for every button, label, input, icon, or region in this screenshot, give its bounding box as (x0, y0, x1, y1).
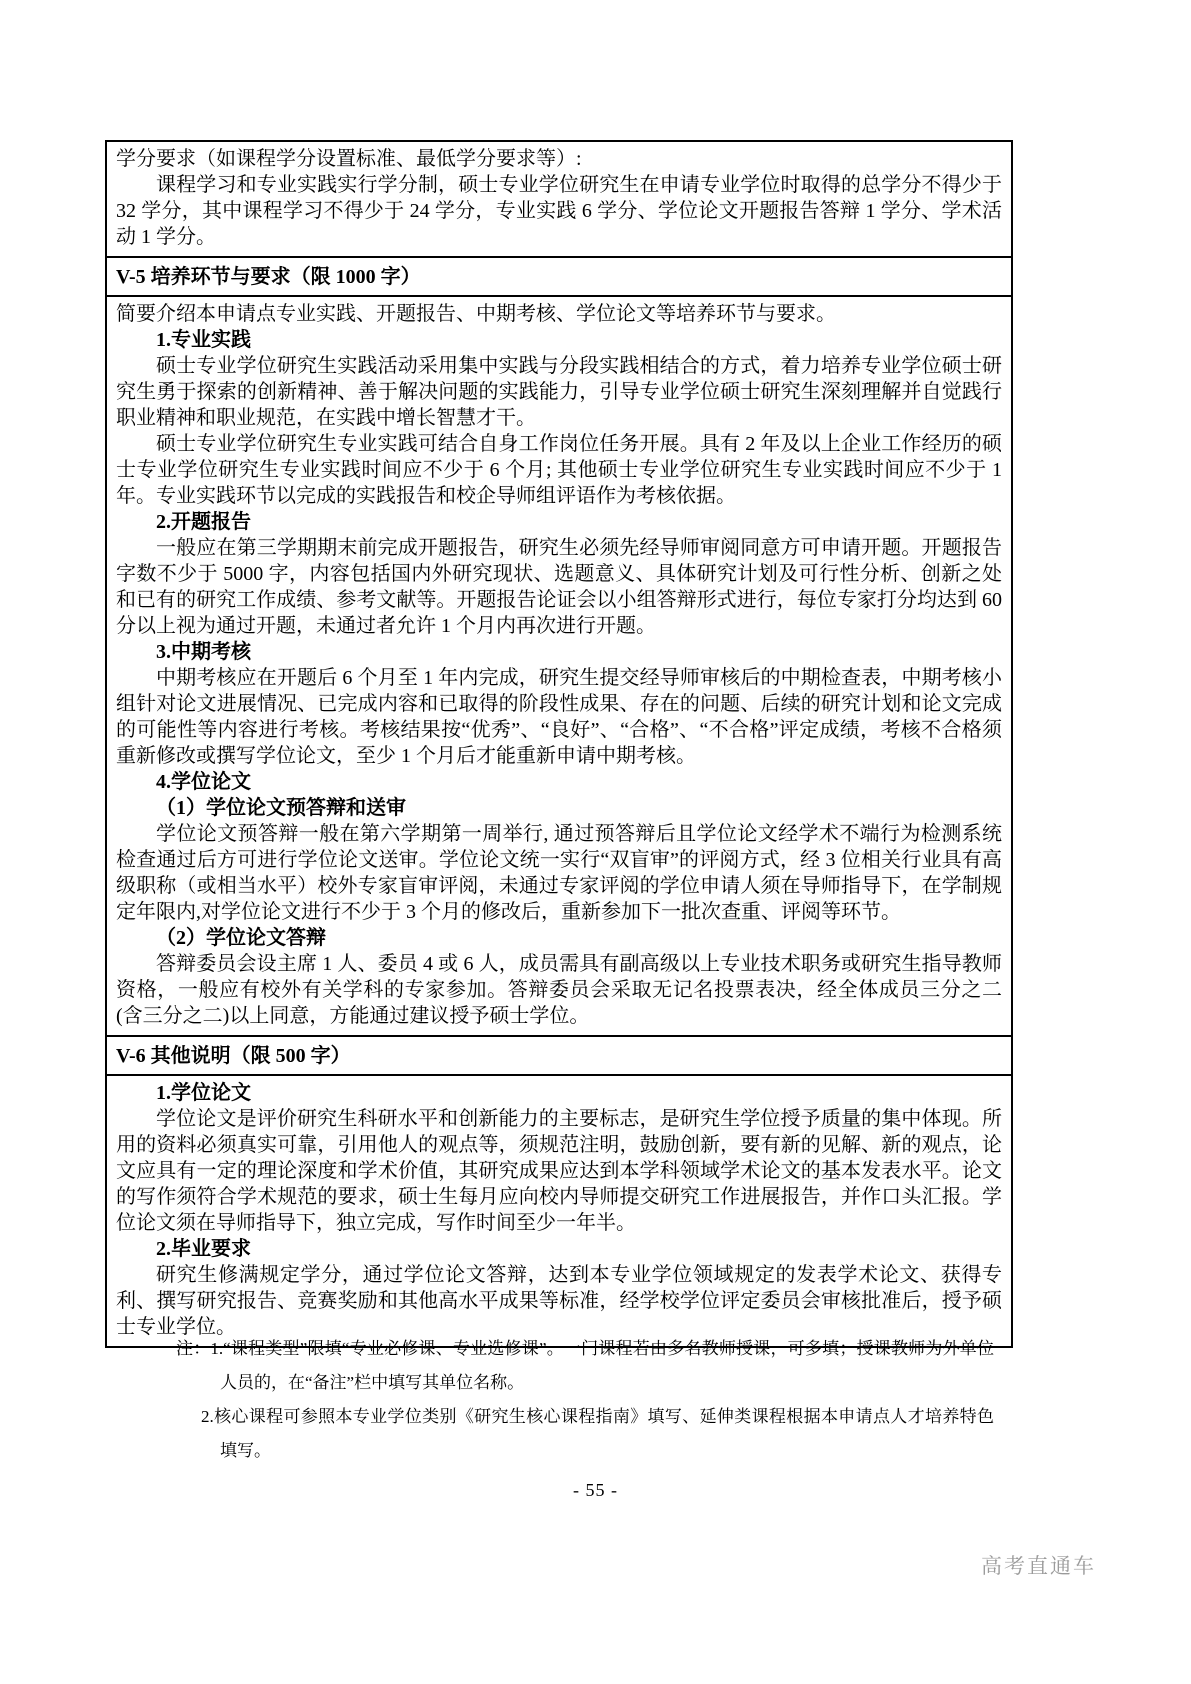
section-header-v5: V-5 培养环节与要求（限 1000 字） (107, 256, 1011, 297)
paragraph: 中期考核应在开题后 6 个月至 1 年内完成，研究生提交经导师审核后的中期检查表，中期考核小组针对论文进展情况、已完成内容和已取得的阶段性成果、存在的问题、后续的研究计划和论文完成的可能性等内容进行考核。考核结果按“优秀”、“良好”、“合格”、“不合格”评定成绩，考核不合格须重新修改或撰写学位论文，至少 1 个月后才能重新申请中期考核。 (116, 667, 1002, 767)
paragraph: 1.专业实践 (156, 329, 251, 351)
footnotes (176, 1332, 994, 1468)
footnote-1: 注：1.“课程类型”限填“专业必修课、专业选修课”。一门课程若由多名教师授课，可多填；授课教师为外单位人员的，在“备注”栏中填写其单位名称。 (176, 1339, 994, 1392)
paragraph: 学分要求（如课程学分设置标准、最低学分要求等）: (116, 148, 582, 170)
paragraph: 2.毕业要求 (156, 1238, 251, 1260)
form-table (105, 140, 1013, 1348)
paragraph: 硕士专业学位研究生专业实践可结合自身工作岗位任务开展。具有 2 年及以上企业工作经历的硕士专业学位研究生专业实践时间应不少于 6 个月; 其他硕士专业学位研究生专业实践时间应不少于 1 年。专业实践环节以完成的实践报告和校企导师组评语作为考核依据。 (116, 433, 1002, 507)
section-credit-requirements-body (107, 142, 1011, 256)
page-number: - 55 - (573, 1480, 618, 1500)
section-header-v6: V-6 其他说明（限 500 字） (107, 1035, 1011, 1076)
paragraph: 2.开题报告 (156, 511, 251, 533)
watermark-text: 高考直通车 (981, 1555, 1096, 1578)
paragraph: 课程学习和专业实践实行学分制，硕士专业学位研究生在申请专业学位时取得的总学分不得少于 32 学分，其中课程学习不得少于 24 学分，专业实践 6 学分、学位论文开题报告答辩 1 学分、学术活动 1 学分。 (116, 174, 1002, 248)
paragraph: 学位论文是评价研究生科研水平和创新能力的主要标志，是研究生学位授予质量的集中体现。所用的资料必须真实可靠，引用他人的观点等，须规范注明，鼓励创新，要有新的见解、新的观点，论文应具有一定的理论深度和学术价值，其研究成果应达到本学科领域学术论文的基本发表水平。论文的写作须符合学术规范的要求，硕士生每月应向校内导师提交研究工作进展报告，并作口头汇报。学位论文须在导师指导下，独立完成，写作时间至少一年半。 (116, 1108, 1002, 1234)
paragraph: 研究生修满规定学分，通过学位论文答辩，达到本专业学位领域规定的发表学术论文、获得专利、撰写研究报告、竞赛奖励和其他高水平成果等标准，经学校学位评定委员会审核批准后，授予硕士专业学位。 (116, 1264, 1002, 1338)
section-v6-body (107, 1076, 1011, 1346)
paragraph: 一般应在第三学期期末前完成开题报告，研究生必须先经导师审阅同意方可申请开题。开题报告字数不少于 5000 字，内容包括国内外研究现状、选题意义、具体研究计划及可行性分析、创新之处和已有的研究工作成绩、参考文献等。开题报告论证会以小组答辩形式进行，每位专家打分均达到 60 分以上视为通过开题，未通过者允许 1 个月内再次进行开题。 (116, 537, 1002, 637)
paragraph: （1）学位论文预答辩和送审 (156, 797, 406, 819)
paragraph: 答辩委员会设主席 1 人、委员 4 或 6 人，成员需具有副高级以上专业技术职务或研究生指导教师资格，一般应有校外有关学科的专家参加。答辩委员会采取无记名投票表决，经全体成员三分之二(含三分之二)以上同意，方能通过建议授予硕士学位。 (116, 953, 1002, 1027)
footnote-2: 2.核心课程可参照本专业学位类别《研究生核心课程指南》填写、延伸类课程根据本申请点人才培养特色填写。 (201, 1407, 994, 1460)
paragraph: 1.学位论文 (156, 1082, 251, 1104)
paragraph: 4.学位论文 (156, 771, 251, 793)
section-v5-body (107, 297, 1011, 1035)
paragraph: （2）学位论文答辩 (156, 927, 326, 949)
paragraph: 3.中期考核 (156, 641, 251, 663)
paragraph: 学位论文预答辩一般在第六学期第一周举行, 通过预答辩后且学位论文经学术不端行为检测系统检查通过后方可进行学位论文送审。学位论文统一实行“双盲审”的评阅方式，经 3 位相关行业具有高级职称（或相当水平）校外专家盲审评阅，未通过专家评阅的学位申请人须在导师指导下，在学制规定年限内,对学位论文进行不少于 3 个月的修改后，重新参加下一批次查重、评阅等环节。 (116, 823, 1002, 923)
paragraph: 硕士专业学位研究生实践活动采用集中实践与分段实践相结合的方式，着力培养专业学位硕士研究生勇于探索的创新精神、善于解决问题的实践能力，引导专业学位硕士研究生深刻理解并自觉践行职业精神和职业规范，在实践中增长智慧才干。 (116, 355, 1002, 429)
paragraph: 简要介绍本申请点专业实践、开题报告、中期考核、学位论文等培养环节与要求。 (116, 303, 836, 325)
